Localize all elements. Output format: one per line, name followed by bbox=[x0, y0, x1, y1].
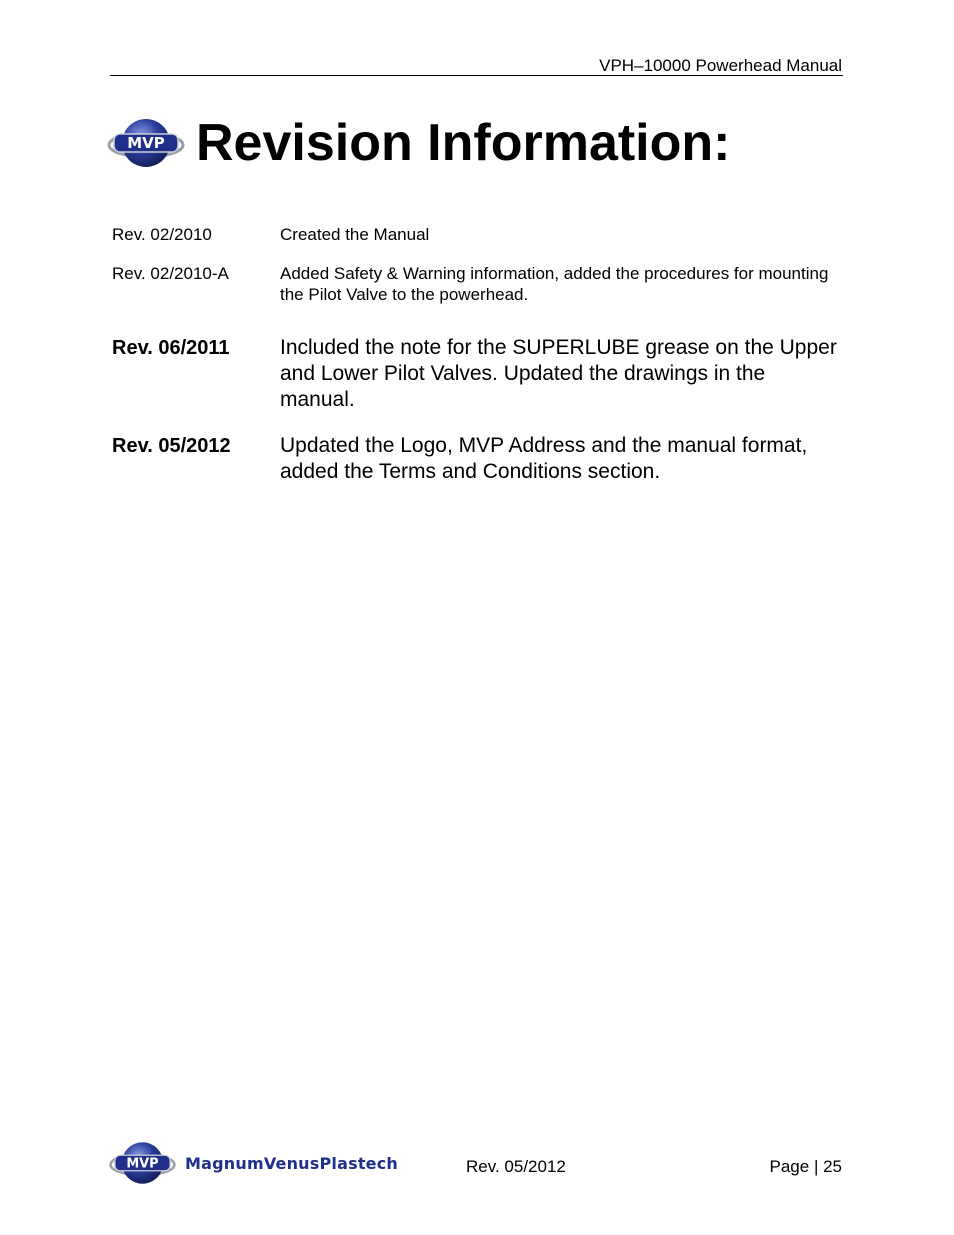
footer-logo bbox=[108, 1132, 398, 1194]
revision-description: Updated the Logo, MVP Address and the manual format, added the Terms and Conditions section. bbox=[280, 434, 808, 483]
footer-mvp-logo-icon bbox=[108, 1133, 177, 1193]
revision-number: Rev. 05/2012 bbox=[112, 435, 231, 457]
header-manual-title: VPH–10000 Powerhead Manual bbox=[599, 56, 842, 75]
mvp-logo-icon bbox=[106, 112, 186, 174]
page-title: Revision Information: bbox=[196, 114, 731, 172]
revision-description: Created the Manual bbox=[280, 225, 430, 244]
revision-row bbox=[112, 263, 842, 305]
logo-emblem-text: MVP bbox=[127, 134, 165, 152]
footer-logo-emblem-text: MVP bbox=[126, 1156, 159, 1172]
title-row bbox=[106, 108, 730, 178]
revision-number: Rev. 06/2011 bbox=[112, 337, 230, 359]
revision-number: Rev. 02/2010 bbox=[112, 225, 212, 244]
revision-table bbox=[112, 224, 842, 505]
revision-row bbox=[112, 433, 842, 485]
revision-row bbox=[112, 224, 842, 245]
revision-description: Included the note for the SUPERLUBE grease on the Upper and Lower Pilot Valves. Updated the drawings in the manual. bbox=[280, 336, 837, 411]
footer-page-number: Page | 25 bbox=[769, 1157, 842, 1176]
revision-row bbox=[112, 335, 842, 413]
footer-revision: Rev. 05/2012 bbox=[466, 1157, 566, 1176]
revision-number: Rev. 02/2010-A bbox=[112, 264, 229, 283]
footer-brand-name: MagnumVenusPlastech bbox=[185, 1153, 398, 1173]
revision-description: Added Safety & Warning information, added the procedures for mounting the Pilot Valve to the powerhead. bbox=[280, 264, 829, 304]
header-divider bbox=[110, 75, 843, 76]
